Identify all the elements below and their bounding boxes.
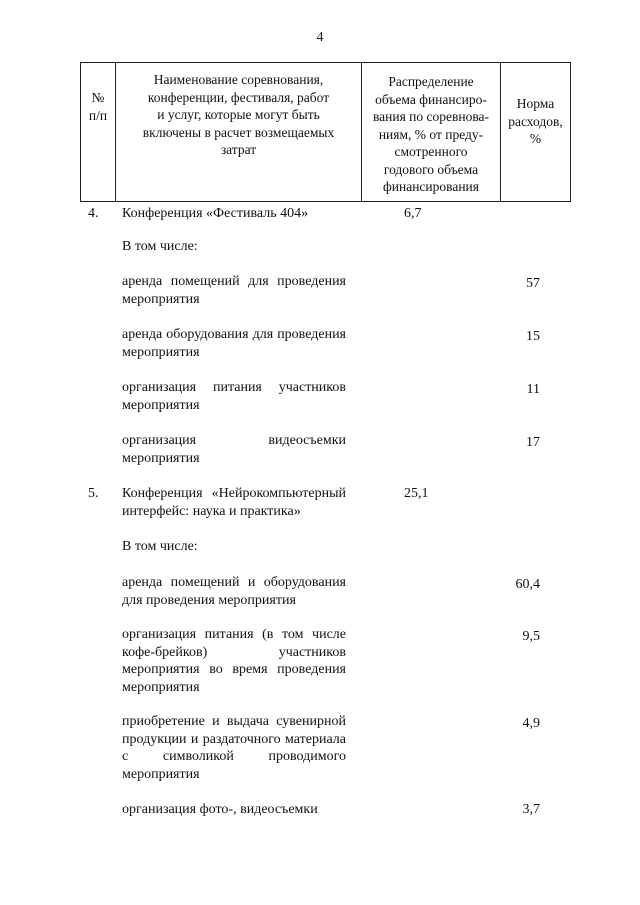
header-number: № п/п xyxy=(81,63,116,201)
row-name: приобретение и выдача сувенирной продукции и раздаточного материала с символикой проводимого мероприятия xyxy=(122,714,346,782)
row-norm: 60,4 xyxy=(515,577,540,592)
page-number: 4 xyxy=(316,30,324,45)
row-norm: 11 xyxy=(526,382,540,397)
row-distribution: 25,1 xyxy=(404,486,429,501)
row-name: В том числе: xyxy=(122,539,198,554)
table-header xyxy=(80,62,571,202)
row-norm: 15 xyxy=(526,329,540,344)
row-name: организация видеосъемки мероприятия xyxy=(122,433,346,466)
row-norm: 4,9 xyxy=(522,716,540,731)
row-norm: 57 xyxy=(526,276,540,291)
row-norm: 3,7 xyxy=(522,802,540,817)
header-norm: Норма расходов, % xyxy=(508,96,563,146)
row-number: 4. xyxy=(88,206,99,221)
row-name: аренда помещений и оборудования для проведения мероприятия xyxy=(122,575,346,608)
header-distribution: Распределение объема финансиро- вания по соревнова- ниям, % от преду- смотренного годового объема финансирования xyxy=(362,63,501,201)
row-norm: 9,5 xyxy=(522,629,540,644)
row-number: 5. xyxy=(88,486,99,501)
row-name: аренда помещений для проведения мероприятия xyxy=(122,274,346,307)
row-distribution: 6,7 xyxy=(404,206,422,221)
row-name: организация питания (в том числе кофе-брейков) участников мероприятия во время проведения мероприятия xyxy=(122,627,346,695)
row-norm: 17 xyxy=(526,435,540,450)
row-name: организация фото-, видеосъемки xyxy=(122,802,318,817)
row-name: аренда оборудования для проведения мероприятия xyxy=(122,327,346,360)
row-name: организация питания участников мероприятия xyxy=(122,380,346,413)
row-name: Конференция «Фестиваль 404» xyxy=(122,206,309,221)
header-name: Наименование соревнования, конференции, фестиваля, работ и услуг, которые могут быть включены в расчет возмещаемых затрат xyxy=(116,63,362,201)
row-name: В том числе: xyxy=(122,239,198,254)
row-name: Конференция «Нейрокомпьютерный интерфейс: наука и практика» xyxy=(122,486,346,519)
